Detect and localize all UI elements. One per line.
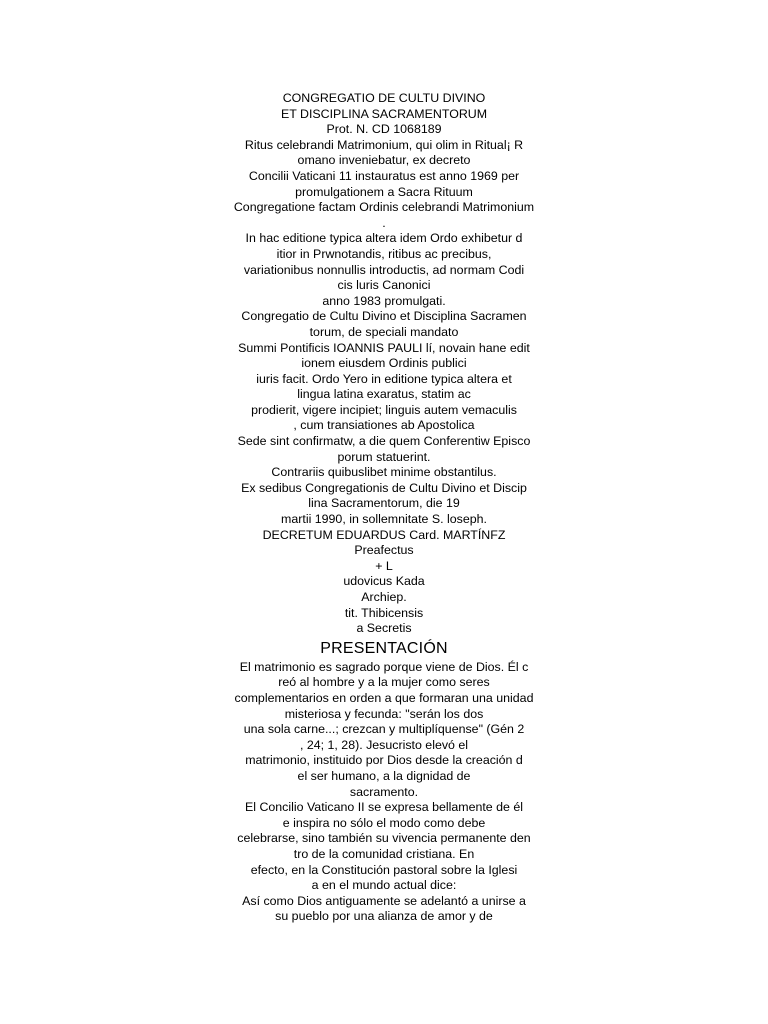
text-line: In hac editione typica altera idem Ordo exhibetur d <box>245 231 523 246</box>
text-line: celebrarse, sino también su vivencia permanente den <box>237 831 531 846</box>
text-line: torum, de speciali mandato <box>309 324 459 339</box>
text-line: Ex sedibus Congregationis de Cultu Divino et Discip <box>241 480 527 495</box>
document-page <box>0 91 768 925</box>
text-line: lina Sacramentorum, die 19 <box>308 496 460 511</box>
text-line: a en el mundo actual dice: <box>311 878 457 893</box>
text-line: el ser humano, a la dignidad de <box>297 768 471 783</box>
text-line: cis luris Canonici <box>337 278 431 293</box>
text-line: prodierit, vigere incipiet; linguis autem vemaculis <box>251 402 517 417</box>
text-line: itior in Prwnotandis, ritibus ac precibus, <box>276 246 492 261</box>
text-line: omano inveniebatur, ex decreto <box>297 153 471 168</box>
text-line: ionem eiusdem Ordinis publici <box>301 356 467 371</box>
text-line: Congregatione factam Ordinis celebrandi Matrimonium <box>233 200 535 215</box>
section-heading: PRESENTACIÓN <box>320 639 448 657</box>
text-line: Concilii Vaticani 11 instauratus est anno 1969 per <box>248 168 520 183</box>
text-line: El matrimonio es sagrado porque viene de Dios. Él c <box>239 659 529 674</box>
text-line: + L <box>375 558 393 573</box>
text-line: lingua latina exaratus, statim ac <box>297 387 471 402</box>
text-line: Congregatio de Cultu Divino et Disciplina Sacramen <box>241 309 527 324</box>
text-line: a Secretis <box>356 621 412 636</box>
text-line: ET DISCIPLINA SACRAMENTORUM <box>280 106 488 121</box>
text-line: martii 1990, in sollemnitate S. loseph. <box>281 512 487 527</box>
text-line: tit. Thibicensis <box>344 605 424 620</box>
text-line: complementarios en orden a que formaran una unidad <box>234 690 534 705</box>
text-line: efecto, en la Constitución pastoral sobre la Iglesi <box>250 862 518 877</box>
text-line: El Concilio Vaticano II se expresa bellamente de él <box>244 800 524 815</box>
text-line: matrimonio, instituido por Dios desde la creación d <box>245 753 523 768</box>
text-line: Ritus celebrandi Matrimonium, qui olim in Ritual¡ R <box>244 137 524 152</box>
text-line: Archiep. <box>361 590 407 604</box>
text-line: udovicus Kada <box>343 574 425 589</box>
text-line: Summi Pontificis IOANNIS PAULI lí, novain hane edit <box>238 340 530 355</box>
text-line: variationibus nonnullis introductis, ad normam Codi <box>243 262 525 277</box>
text-line: tro de la comunidad cristiana. En <box>293 846 475 861</box>
text-line: DECRETUM EDUARDUS Card. MARTÍNFZ <box>262 527 506 542</box>
text-line: . <box>382 215 386 230</box>
text-line: Sede sint confirmatw, a die quem Conferentiw Episco <box>237 434 531 449</box>
text-line: sacramento. <box>349 784 419 799</box>
text-line: Contrariis quibuslibet minime obstantilus. <box>271 465 497 480</box>
text-line: reó al hombre y a la mujer como seres <box>278 675 490 690</box>
text-line: iuris facit. Ordo Yero in editione typica altera et <box>256 371 512 386</box>
text-line: una sola carne...; crezcan y multiplíquense" (Gén 2 <box>243 722 525 737</box>
text-line: CONGREGATIO DE CULTU DIVINO <box>282 91 486 105</box>
text-line: Preafectus <box>354 543 414 558</box>
text-line: su pueblo por una alianza de amor y de <box>275 909 493 924</box>
decree-block <box>0 91 768 637</box>
text-line: porum statuerint. <box>337 449 431 464</box>
presentation-block <box>0 660 768 925</box>
text-line: , 24; 1, 28). Jesucristo elevó el <box>299 737 469 752</box>
text-line: anno 1983 promulgati. <box>322 293 446 308</box>
text-line: Prot. N. CD 1068189 <box>326 122 442 137</box>
text-line: Así como Dios antiguamente se adelantó a unirse a <box>242 893 526 908</box>
text-line: misteriosa y fecunda: "serán los dos <box>284 706 484 721</box>
text-line: , cum transiationes ab Apostolica <box>293 418 475 433</box>
text-line: promulgationem a Sacra Rituum <box>295 184 473 199</box>
text-line: e inspira no sólo el modo como debe <box>282 815 486 830</box>
